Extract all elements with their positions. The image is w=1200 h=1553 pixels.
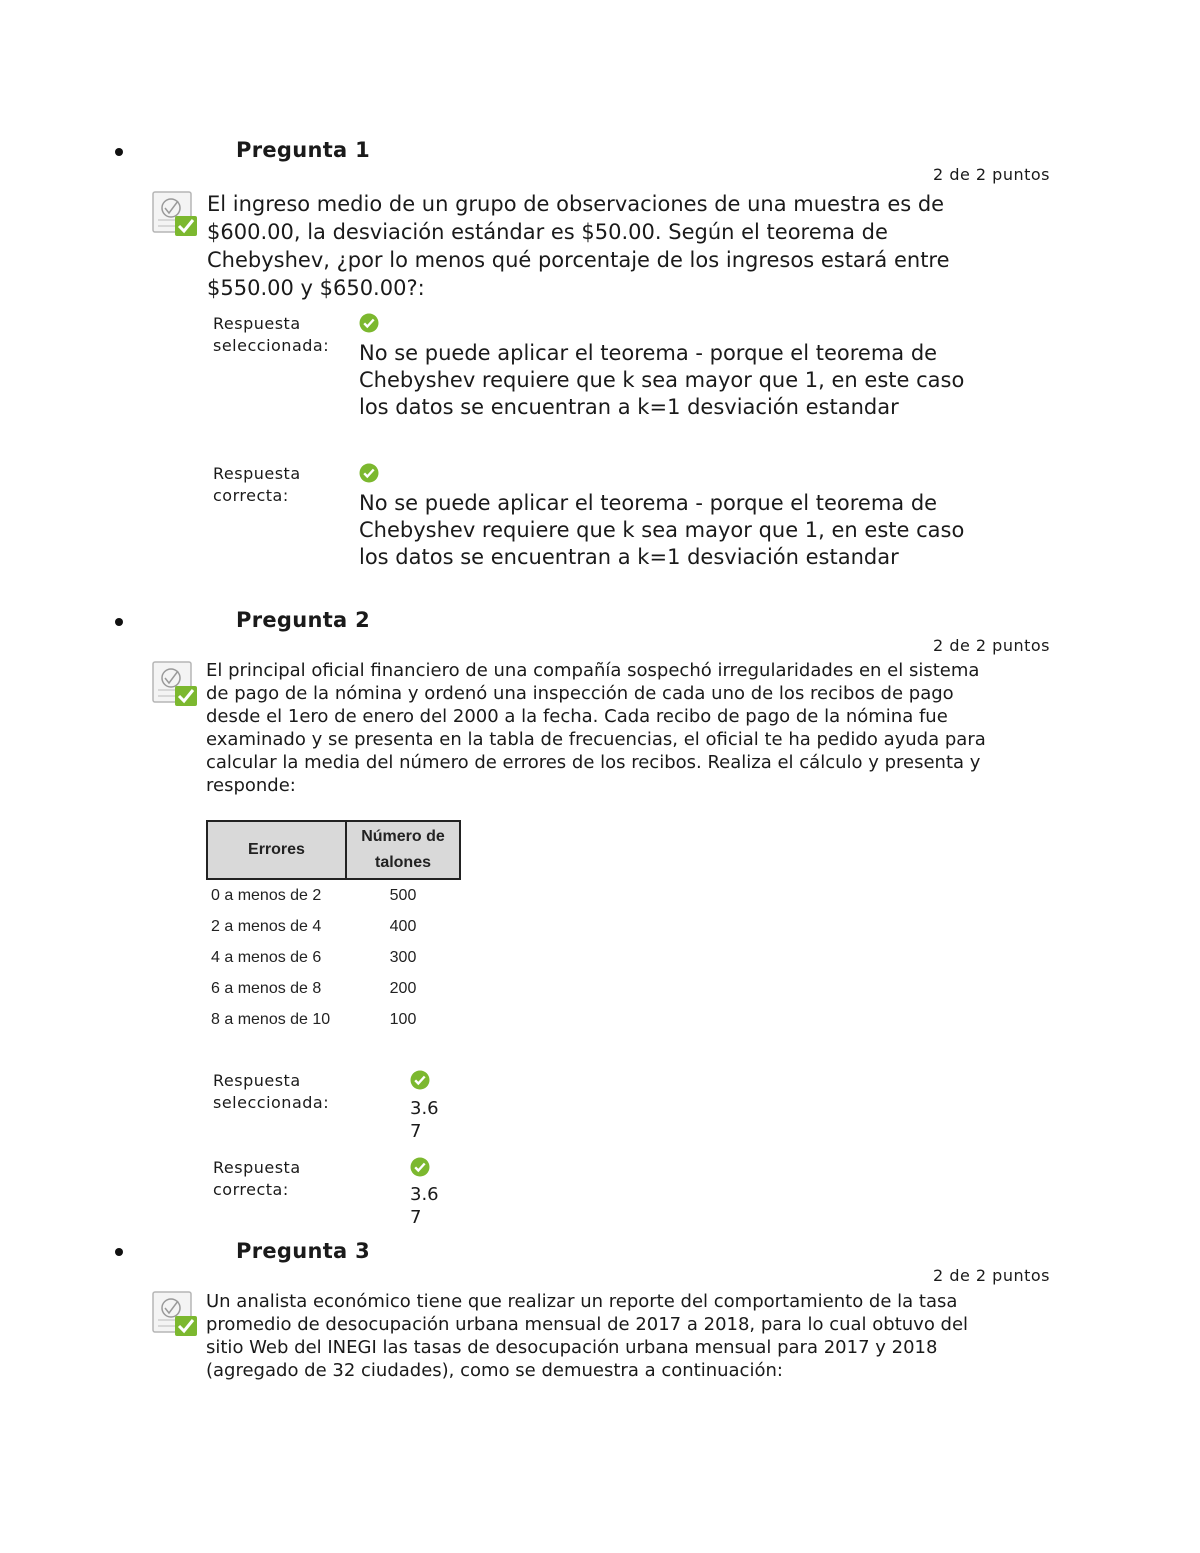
table-cell-count: 300 xyxy=(389,948,417,966)
selected-answer-label: Respuesta seleccionada: xyxy=(213,1071,330,1112)
table-row xyxy=(207,879,460,911)
table-row xyxy=(207,973,460,1004)
correct-answer-label: Respuesta correcta: xyxy=(213,464,301,505)
table-cell-count: 100 xyxy=(389,1010,417,1028)
check-circle-icon xyxy=(359,463,379,483)
selected-answer-label: Respuesta seleccionada: xyxy=(213,314,330,355)
check-circle-icon xyxy=(410,1070,430,1090)
table-row xyxy=(207,942,460,973)
question-points: 2 de 2 puntos xyxy=(933,165,1050,184)
table-cell-count: 500 xyxy=(389,886,417,904)
question-points: 2 de 2 puntos xyxy=(933,636,1050,655)
graded-correct-icon xyxy=(151,660,199,708)
table-header-errores: Errores xyxy=(207,821,346,879)
correct-answer-text: No se puede aplicar el teorema - porque el teorema de Chebyshev requiere que k sea mayor que 1, en este caso los datos se encuentran a k=1 desviación estandar xyxy=(359,491,965,569)
list-bullet xyxy=(115,1248,123,1256)
table-cell-range: 6 a menos de 8 xyxy=(211,979,322,997)
question-text: Un analista económico tiene que realizar un reporte del comportamiento de la tasa promedio de desocupación urbana mensual de 2017 a 2018, para lo cual obtuvo del sitio Web del INEGI las tasas de desocupación urbana mensual para 2017 y 2018 (agregado de 32 ciudades), como se demuestra a continuación: xyxy=(206,1291,969,1381)
question-title: Pregunta 3 xyxy=(236,1239,371,1263)
table-cell-range: 4 a menos de 6 xyxy=(211,948,322,966)
graded-correct-icon xyxy=(151,1290,199,1338)
question-text: El principal oficial financiero de una compañía sospechó irregularidades en el sistema de pago de la nómina y ordenó una inspección de cada uno de los recibos de pago desde el 1ero de enero del 2000 a la fecha. Cada recibo de pago de la nómina fue examinado y se presenta en la tabla de frecuencias, el oficial te ha pedido ayuda para calcular la media del número de errores de los recibos. Realiza el cálculo y presenta y responde: xyxy=(206,660,986,796)
table-cell-range: 0 a menos de 2 xyxy=(211,886,322,904)
question-points: 2 de 2 puntos xyxy=(933,1266,1050,1285)
question-text: El ingreso medio de un grupo de observaciones de una muestra es de $600.00, la desviación estándar es $50.00. Según el teorema de Chebyshev, ¿por lo menos qué porcentaje de los ingresos estará entre $550.00 y $650.00?: xyxy=(207,192,950,300)
selected-answer-text: 3.67 xyxy=(410,1098,439,1142)
frequency-table xyxy=(206,820,461,1035)
table-header-numero-talones: Número de talones xyxy=(346,821,460,879)
table-cell-count: 200 xyxy=(389,979,417,997)
table-cell-range: 8 a menos de 10 xyxy=(211,1010,331,1028)
check-circle-icon xyxy=(359,313,379,333)
list-bullet xyxy=(115,618,123,626)
check-circle-icon xyxy=(410,1157,430,1177)
question-title: Pregunta 2 xyxy=(236,608,371,632)
table-row xyxy=(207,911,460,942)
question-title: Pregunta 1 xyxy=(236,138,371,162)
table-cell-count: 400 xyxy=(389,917,417,935)
correct-answer-text: 3.67 xyxy=(410,1184,439,1228)
correct-answer-label: Respuesta correcta: xyxy=(213,1158,301,1199)
graded-correct-icon xyxy=(151,190,199,238)
selected-answer-text: No se puede aplicar el teorema - porque el teorema de Chebyshev requiere que k sea mayor que 1, en este caso los datos se encuentran a k=1 desviación estandar xyxy=(359,341,965,419)
table-cell-range: 2 a menos de 4 xyxy=(211,917,322,935)
list-bullet xyxy=(115,148,123,156)
table-row xyxy=(207,1004,460,1035)
